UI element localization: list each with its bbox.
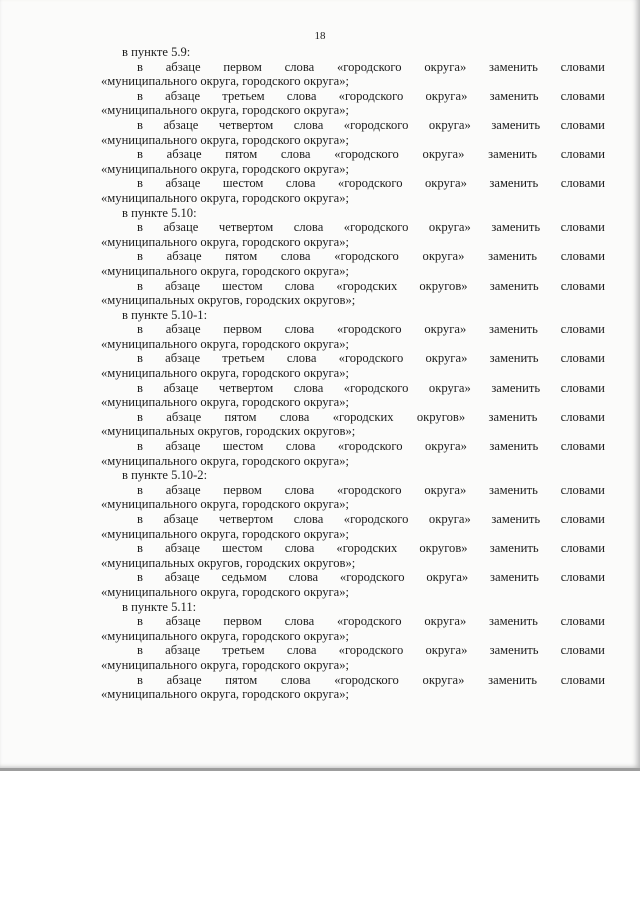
amendment-word: словами	[560, 541, 605, 556]
amendment-word: «городского	[343, 380, 409, 395]
amendment-word: слова	[279, 409, 310, 424]
amendment-word: в	[137, 512, 143, 526]
amendment-first-line	[101, 147, 605, 162]
amendment-word: абзаце	[163, 117, 199, 132]
amendment-word: заменить	[489, 278, 539, 293]
amendment-word: «городских	[336, 278, 398, 293]
amendment-word: третьем	[222, 643, 265, 658]
amendment-word: «городского	[336, 482, 402, 497]
amendment-word: абзаце	[165, 278, 200, 293]
amendment-word: абзаце	[165, 59, 201, 74]
amendment-word: округа»	[428, 220, 471, 235]
amendment-word: округа»	[425, 439, 467, 454]
amendment-continuation: «муниципального округа, городского округа»;	[101, 190, 350, 205]
amendment-continuation: «муниципального округа, городского округа»;	[101, 161, 350, 176]
amendment-continuation: «муниципального округа, городского округа»;	[101, 336, 350, 351]
section-heading: в пункте 5.10:	[122, 205, 197, 220]
document-body	[101, 45, 605, 702]
amendment-word: пятом	[224, 409, 257, 424]
amendment-word: словами	[560, 643, 605, 658]
amendment-word: «городского	[343, 117, 409, 132]
amendment-word: округа»	[428, 117, 471, 132]
amendment-first-line	[101, 279, 605, 294]
amendment-word: округа»	[428, 380, 471, 395]
amendment-word: абзаце	[163, 380, 199, 395]
amendment-word: «городского	[336, 322, 402, 337]
amendment-word: шестом	[222, 278, 263, 293]
amendment-continuation: «муниципального округа, городского округа»;	[101, 453, 350, 468]
page-number: 18	[314, 30, 326, 42]
amendment-word: абзаце	[165, 643, 201, 658]
amendment-word: округа»	[425, 351, 468, 366]
amendment-word: в	[137, 570, 143, 585]
amendment-word: «городского	[336, 614, 402, 629]
amendment-word: заменить	[489, 643, 539, 658]
amendment-word: в	[137, 278, 143, 293]
amendment-word: «городского	[338, 351, 404, 366]
amendment-word: заменить	[489, 176, 539, 191]
amendment-word: пятом	[225, 672, 258, 687]
amendment-word: в	[137, 322, 143, 337]
amendment-continuation: «муниципального округа, городского округа»;	[101, 395, 350, 410]
amendment-word: округа»	[424, 322, 467, 337]
amendment-word: «городского	[339, 570, 405, 585]
amendment-word: в	[137, 439, 143, 454]
amendment-word: шестом	[222, 176, 264, 191]
amendment-word: шестом	[222, 541, 263, 556]
amendment-word: третьем	[222, 351, 265, 366]
amendment-word: в	[137, 380, 143, 395]
amendment-word: заменить	[488, 672, 537, 687]
amendment-word: словами	[560, 351, 605, 366]
amendment-word: слова	[284, 614, 315, 629]
amendment-word: в	[137, 117, 143, 132]
amendment-word: заменить	[489, 322, 538, 337]
amendment-word: заменить	[489, 439, 539, 454]
amendment-first-line	[101, 249, 605, 264]
amendment-word: слова	[286, 88, 317, 103]
amendment-word: округа»	[428, 512, 471, 526]
amendment-word: слова	[284, 541, 315, 556]
amendment-first-line	[101, 410, 605, 425]
amendment-word: словами	[560, 482, 605, 497]
amendment-word: «городского	[337, 176, 403, 191]
amendment-word: округов»	[419, 541, 468, 556]
amendment-word: «городского	[334, 672, 399, 687]
amendment-word: в	[137, 220, 143, 235]
amendment-word: округа»	[422, 672, 465, 687]
amendment-word: «городского	[334, 147, 399, 162]
amendment-continuation: «муниципальных округов, городских округов»;	[101, 424, 356, 439]
amendment-word: словами	[560, 117, 605, 132]
amendment-continuation: «муниципального округа, городского округа»;	[101, 497, 350, 512]
amendment-word: заменить	[489, 614, 538, 629]
amendment-first-line	[101, 643, 605, 658]
amendment-word: словами	[560, 672, 605, 687]
amendment-word: четвертом	[218, 512, 274, 526]
amendment-word: в	[137, 614, 143, 629]
amendment-word: «городского	[334, 249, 399, 264]
amendment-word: шестом	[222, 439, 264, 454]
amendment-word: слова	[288, 570, 319, 585]
amendment-word: четвертом	[218, 117, 274, 132]
amendment-word: слова	[293, 512, 324, 526]
section-heading: в пункте 5.11:	[122, 599, 197, 614]
amendment-continuation: «муниципального округа, городского округа»;	[101, 657, 350, 672]
amendment-word: словами	[560, 322, 605, 337]
amendment-word: слова	[293, 380, 324, 395]
amendment-continuation: «муниципального округа, городского округа»;	[101, 132, 350, 147]
amendment-word: заменить	[491, 380, 541, 395]
amendment-word: «городского	[337, 439, 403, 454]
amendment-word: абзаце	[165, 88, 201, 103]
amendment-continuation: «муниципального округа, городского округа»;	[101, 526, 350, 541]
amendment-word: абзаце	[165, 351, 201, 366]
amendment-word: абзаце	[165, 322, 201, 337]
amendment-word: третьем	[222, 88, 265, 103]
amendment-word: заменить	[490, 570, 539, 585]
amendment-word: «городских	[336, 541, 398, 556]
amendment-word: заменить	[489, 541, 539, 556]
amendment-word: слова	[293, 220, 324, 235]
amendment-first-line	[101, 60, 605, 75]
amendment-continuation: «муниципальных округов, городских округов»;	[101, 293, 356, 308]
amendment-word: словами	[560, 512, 605, 526]
amendment-first-line	[101, 439, 605, 454]
amendment-first-line	[101, 220, 605, 235]
amendment-continuation: «муниципального округа, городского округа»;	[101, 74, 350, 89]
amendment-word: словами	[560, 614, 605, 629]
amendment-first-line	[101, 570, 605, 585]
amendment-first-line	[101, 541, 605, 556]
amendment-word: в	[137, 643, 143, 658]
amendment-word: словами	[560, 59, 605, 74]
amendment-word: абзаце	[165, 614, 201, 629]
amendment-word: слова	[284, 278, 315, 293]
amendment-word: округа»	[422, 249, 465, 264]
amendment-word: заменить	[489, 88, 539, 103]
amendment-word: округа»	[425, 643, 468, 658]
amendment-word: округа»	[425, 176, 467, 191]
amendment-word: округов»	[416, 409, 466, 424]
amendment-first-line	[101, 118, 605, 133]
amendment-first-line	[101, 322, 605, 337]
amendment-first-line	[101, 176, 605, 191]
amendment-word: слова	[280, 249, 311, 264]
amendment-word: в	[137, 541, 143, 556]
amendment-word: седьмом	[221, 570, 267, 585]
amendment-word: «городских	[332, 409, 394, 424]
amendment-first-line	[101, 512, 605, 527]
amendment-word: округа»	[424, 614, 467, 629]
amendment-word: абзаце	[163, 512, 199, 526]
amendment-word: абзаце	[166, 249, 202, 264]
amendment-word: пятом	[225, 147, 258, 162]
amendment-first-line	[101, 614, 605, 629]
amendment-word: слова	[285, 439, 316, 454]
amendment-word: в	[137, 176, 143, 191]
amendment-word: в	[137, 672, 143, 687]
amendment-word: словами	[560, 380, 605, 395]
amendment-word: «городского	[336, 59, 402, 74]
amendment-word: слова	[285, 176, 316, 191]
amendment-word: словами	[560, 439, 605, 454]
amendment-continuation: «муниципального округа, городского округа»;	[101, 263, 350, 278]
amendment-word: «городского	[338, 643, 404, 658]
amendment-word: округов»	[419, 278, 468, 293]
amendment-word: округа»	[426, 570, 469, 585]
amendment-word: словами	[560, 249, 605, 264]
amendment-word: заменить	[489, 59, 538, 74]
amendment-word: четвертом	[218, 220, 274, 235]
amendment-word: слова	[280, 672, 311, 687]
amendment-word: четвертом	[218, 380, 274, 395]
amendment-continuation: «муниципального округа, городского округа»;	[101, 584, 350, 599]
amendment-first-line	[101, 381, 605, 396]
amendment-word: слова	[284, 482, 315, 497]
amendment-word: «городского	[343, 512, 409, 526]
amendment-word: первом	[223, 614, 262, 629]
amendment-word: «городского	[338, 88, 404, 103]
amendment-word: первом	[223, 59, 262, 74]
section-heading: в пункте 5.10-2:	[122, 468, 208, 483]
amendment-first-line	[101, 483, 605, 498]
amendment-word: абзаце	[165, 176, 201, 191]
amendment-continuation: «муниципального округа, городского округа»;	[101, 366, 350, 381]
amendment-word: абзаце	[165, 541, 200, 556]
amendment-continuation: «муниципального округа, городского округа»;	[101, 687, 350, 702]
amendment-word: в	[137, 88, 143, 103]
amendment-word: заменить	[491, 117, 541, 132]
amendment-word: в	[137, 59, 143, 74]
amendment-word: абзаце	[164, 570, 200, 585]
amendment-word: словами	[560, 409, 605, 424]
amendment-word: первом	[223, 322, 262, 337]
amendment-word: абзаце	[165, 482, 201, 497]
amendment-word: в	[137, 409, 143, 424]
amendment-word: пятом	[225, 249, 258, 264]
amendment-word: в	[137, 147, 143, 162]
section-heading: в пункте 5.9:	[122, 45, 191, 59]
amendment-word: округа»	[422, 147, 465, 162]
amendment-word: округа»	[424, 59, 467, 74]
amendment-word: словами	[560, 570, 605, 585]
amendment-continuation: «муниципальных округов, городских округов»;	[101, 555, 356, 570]
amendment-word: абзаце	[166, 147, 202, 162]
amendment-continuation: «муниципального округа, городского округа»;	[101, 628, 350, 643]
amendment-word: округа»	[425, 88, 468, 103]
amendment-word: слова	[280, 147, 311, 162]
amendment-word: словами	[560, 278, 605, 293]
amendment-word: заменить	[489, 482, 538, 497]
amendment-word: заменить	[488, 409, 538, 424]
amendment-continuation: «муниципального округа, городского округа»;	[101, 103, 350, 118]
amendment-first-line	[101, 89, 605, 104]
amendment-word: абзаце	[163, 220, 199, 235]
amendment-word: заменить	[491, 220, 541, 235]
amendment-word: «городского	[343, 220, 409, 235]
amendment-word: словами	[560, 176, 605, 191]
amendment-first-line	[101, 351, 605, 366]
amendment-word: словами	[560, 220, 605, 235]
amendment-word: абзаце	[166, 672, 202, 687]
amendment-word: слова	[286, 643, 317, 658]
amendment-word: заменить	[488, 249, 537, 264]
amendment-word: словами	[560, 147, 605, 162]
amendment-word: абзаце	[166, 409, 202, 424]
amendment-word: в	[137, 482, 143, 497]
amendment-word: слова	[293, 117, 324, 132]
amendment-continuation: «муниципального округа, городского округа»;	[101, 234, 350, 249]
amendment-word: заменить	[491, 512, 541, 526]
amendment-word: заменить	[489, 351, 539, 366]
amendment-word: слова	[286, 351, 317, 366]
amendment-word: заменить	[488, 147, 537, 162]
section-heading: в пункте 5.10-1:	[122, 307, 208, 322]
amendment-word: слова	[284, 322, 315, 337]
amendment-first-line	[101, 673, 605, 688]
amendment-word: слова	[284, 59, 315, 74]
amendment-word: словами	[560, 88, 605, 103]
amendment-word: округа»	[424, 482, 467, 497]
amendment-word: в	[137, 249, 143, 264]
amendment-word: в	[137, 351, 143, 366]
amendment-word: первом	[223, 482, 262, 497]
amendment-word: абзаце	[165, 439, 201, 454]
